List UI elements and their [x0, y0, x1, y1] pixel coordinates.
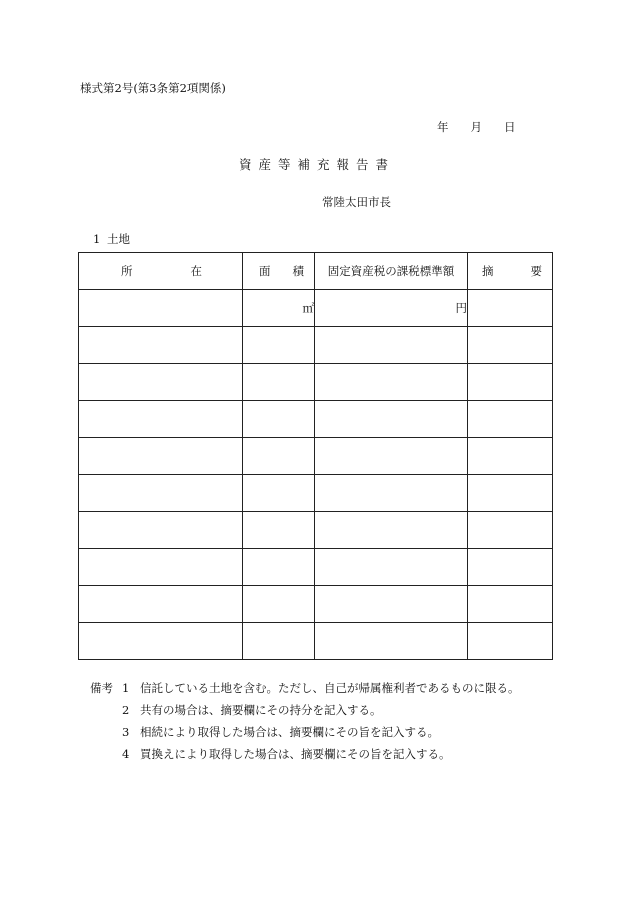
section-number: 1	[93, 232, 101, 246]
area-cell[interactable]	[243, 290, 315, 327]
area-cell[interactable]	[243, 623, 315, 660]
value-cell[interactable]	[315, 364, 468, 401]
table-row	[79, 364, 553, 401]
header-area: 面 積	[243, 253, 315, 290]
section-label: 土地	[107, 232, 130, 246]
area-cell[interactable]	[243, 438, 315, 475]
location-cell[interactable]	[79, 475, 243, 512]
addressee: 常陸太田市長	[322, 195, 391, 209]
area-cell[interactable]	[243, 549, 315, 586]
value-cell[interactable]	[315, 438, 468, 475]
value-cell[interactable]	[315, 512, 468, 549]
location-cell[interactable]	[79, 549, 243, 586]
section-heading	[93, 231, 130, 247]
table-row	[79, 401, 553, 438]
header-remarks: 摘 要	[468, 253, 553, 290]
remarks-cell[interactable]	[468, 623, 553, 660]
table-row	[79, 438, 553, 475]
table-row	[79, 512, 553, 549]
header-location: 所 在	[79, 253, 243, 290]
location-cell[interactable]	[79, 327, 243, 364]
form-number: 様式第2号(第3条第2項関係)	[80, 81, 226, 95]
area-cell[interactable]	[243, 327, 315, 364]
value-cell[interactable]	[315, 586, 468, 623]
note-1: 備考 1 信託している土地を含む。ただし、自己が帰属権利者であるものに限る。	[90, 681, 520, 695]
remarks-cell[interactable]	[468, 438, 553, 475]
date-day-label: 日	[504, 120, 516, 134]
remarks-cell[interactable]	[468, 290, 553, 327]
header-assessed-value: 固定資産税の課税標準額	[315, 253, 468, 290]
value-cell[interactable]	[315, 290, 468, 327]
remarks-cell[interactable]	[468, 364, 553, 401]
value-cell[interactable]	[315, 401, 468, 438]
table-row	[79, 475, 553, 512]
table-row	[79, 586, 553, 623]
land-table	[78, 252, 553, 660]
location-cell[interactable]	[79, 290, 243, 327]
document-title: 資産等補充報告書	[238, 157, 395, 172]
location-cell[interactable]	[79, 586, 243, 623]
location-cell[interactable]	[79, 623, 243, 660]
location-cell[interactable]	[79, 364, 243, 401]
area-cell[interactable]	[243, 512, 315, 549]
location-cell[interactable]	[79, 512, 243, 549]
table-row	[79, 549, 553, 586]
area-cell[interactable]	[243, 475, 315, 512]
area-unit: ㎡	[302, 301, 314, 315]
remarks-cell[interactable]	[468, 327, 553, 364]
table-row	[79, 623, 553, 660]
remarks-cell[interactable]	[468, 401, 553, 438]
value-cell[interactable]	[315, 475, 468, 512]
area-cell[interactable]	[243, 586, 315, 623]
location-cell[interactable]	[79, 438, 243, 475]
value-cell[interactable]	[315, 623, 468, 660]
remarks-cell[interactable]	[468, 512, 553, 549]
notes-label: 備考	[90, 681, 113, 695]
value-unit: 円	[455, 301, 467, 315]
remarks-cell[interactable]	[468, 586, 553, 623]
date-year-label: 年	[437, 120, 449, 134]
table-row	[79, 327, 553, 364]
remarks-cell[interactable]	[468, 475, 553, 512]
remarks-cell[interactable]	[468, 549, 553, 586]
date-line	[437, 119, 516, 135]
area-cell[interactable]	[243, 364, 315, 401]
location-cell[interactable]	[79, 401, 243, 438]
date-month-label: 月	[470, 120, 482, 134]
note-4: 4 買換えにより取得した場合は、摘要欄にその旨を記入する。	[122, 747, 451, 761]
note-3: 3 相続により取得した場合は、摘要欄にその旨を記入する。	[122, 725, 439, 739]
area-cell[interactable]	[243, 401, 315, 438]
table-row	[79, 290, 553, 327]
value-cell[interactable]	[315, 549, 468, 586]
value-cell[interactable]	[315, 327, 468, 364]
note-2: 2 共有の場合は、摘要欄にその持分を記入する。	[122, 703, 382, 717]
table-header-row	[79, 253, 553, 290]
